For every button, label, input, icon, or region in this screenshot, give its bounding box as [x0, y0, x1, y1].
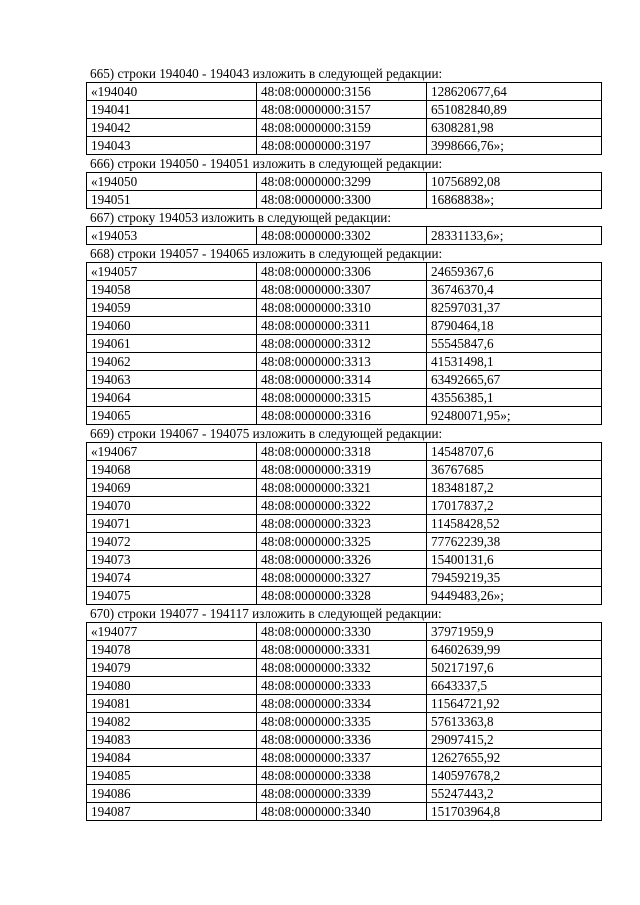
value-cell: 151703964,8 [427, 803, 602, 821]
row-number-cell: «194067 [87, 443, 257, 461]
section-heading: 669) строки 194067 - 194075 изложить в следующей редакции: [90, 426, 443, 441]
section-table [86, 262, 602, 425]
row-number-cell: «194050 [87, 173, 257, 191]
row-number-cell: 194068 [87, 461, 257, 479]
cadastral-number-cell: 48:08:0000000:3306 [257, 263, 427, 281]
cadastral-number-cell: 48:08:0000000:3313 [257, 353, 427, 371]
section-table [86, 442, 602, 605]
table-row [87, 353, 602, 371]
value-cell: 11458428,52 [427, 515, 602, 533]
row-number-cell: 194074 [87, 569, 257, 587]
table-row [87, 101, 602, 119]
table-row [87, 803, 602, 821]
section-heading: 665) строки 194040 - 194043 изложить в следующей редакции: [90, 66, 443, 81]
section-table [86, 226, 602, 245]
value-cell: 17017837,2 [427, 497, 602, 515]
row-number-cell: 194064 [87, 389, 257, 407]
row-number-cell: 194082 [87, 713, 257, 731]
value-cell: 64602639,99 [427, 641, 602, 659]
row-number-cell: «194077 [87, 623, 257, 641]
cadastral-number-cell: 48:08:0000000:3312 [257, 335, 427, 353]
section-heading: 668) строки 194057 - 194065 изложить в следующей редакции: [90, 246, 443, 261]
row-number-cell: 194087 [87, 803, 257, 821]
value-cell: 36767685 [427, 461, 602, 479]
value-cell: 6308281,98 [427, 119, 602, 137]
value-cell: 140597678,2 [427, 767, 602, 785]
section-heading: 670) строки 194077 - 194117 изложить в следующей редакции: [90, 606, 442, 621]
cadastral-number-cell: 48:08:0000000:3159 [257, 119, 427, 137]
value-cell: 55545847,6 [427, 335, 602, 353]
table-row [87, 587, 602, 605]
table-row [87, 677, 602, 695]
section-table [86, 172, 602, 209]
value-cell: 41531498,1 [427, 353, 602, 371]
cadastral-number-cell: 48:08:0000000:3321 [257, 479, 427, 497]
value-cell: 50217197,6 [427, 659, 602, 677]
row-number-cell: «194053 [87, 227, 257, 245]
row-number-cell: 194078 [87, 641, 257, 659]
table-row [87, 461, 602, 479]
cadastral-number-cell: 48:08:0000000:3299 [257, 173, 427, 191]
row-number-cell: 194072 [87, 533, 257, 551]
row-number-cell: 194085 [87, 767, 257, 785]
row-number-cell: 194079 [87, 659, 257, 677]
cadastral-number-cell: 48:08:0000000:3336 [257, 731, 427, 749]
value-cell: 14548707,6 [427, 443, 602, 461]
value-cell: 79459219,35 [427, 569, 602, 587]
section-table [86, 622, 602, 821]
cadastral-number-cell: 48:08:0000000:3334 [257, 695, 427, 713]
value-cell: 63492665,67 [427, 371, 602, 389]
value-cell: 6643337,5 [427, 677, 602, 695]
table-row [87, 551, 602, 569]
table-row [87, 641, 602, 659]
table-row [87, 299, 602, 317]
table-row [87, 569, 602, 587]
row-number-cell: 194060 [87, 317, 257, 335]
cadastral-number-cell: 48:08:0000000:3307 [257, 281, 427, 299]
cadastral-number-cell: 48:08:0000000:3337 [257, 749, 427, 767]
row-number-cell: 194069 [87, 479, 257, 497]
cadastral-number-cell: 48:08:0000000:3327 [257, 569, 427, 587]
cadastral-number-cell: 48:08:0000000:3156 [257, 83, 427, 101]
row-number-cell: 194073 [87, 551, 257, 569]
value-cell: 18348187,2 [427, 479, 602, 497]
value-cell: 57613363,8 [427, 713, 602, 731]
cadastral-number-cell: 48:08:0000000:3333 [257, 677, 427, 695]
row-number-cell: 194084 [87, 749, 257, 767]
cadastral-number-cell: 48:08:0000000:3197 [257, 137, 427, 155]
value-cell: 10756892,08 [427, 173, 602, 191]
table-row [87, 335, 602, 353]
value-cell: 37971959,9 [427, 623, 602, 641]
value-cell: 8790464,18 [427, 317, 602, 335]
value-cell: 92480071,95»; [427, 407, 602, 425]
cadastral-number-cell: 48:08:0000000:3319 [257, 461, 427, 479]
table-row [87, 173, 602, 191]
section-table [86, 82, 602, 155]
cadastral-number-cell: 48:08:0000000:3302 [257, 227, 427, 245]
table-row [87, 695, 602, 713]
table-row [87, 785, 602, 803]
table-row [87, 281, 602, 299]
row-number-cell: 194075 [87, 587, 257, 605]
row-number-cell: «194057 [87, 263, 257, 281]
document-body [86, 65, 601, 821]
table-row [87, 389, 602, 407]
table-row [87, 83, 602, 101]
table-row [87, 119, 602, 137]
value-cell: 3998666,76»; [427, 137, 602, 155]
row-number-cell: 194061 [87, 335, 257, 353]
value-cell: 24659367,6 [427, 263, 602, 281]
cadastral-number-cell: 48:08:0000000:3157 [257, 101, 427, 119]
table-row [87, 713, 602, 731]
cadastral-number-cell: 48:08:0000000:3311 [257, 317, 427, 335]
table-row [87, 191, 602, 209]
row-number-cell: «194040 [87, 83, 257, 101]
value-cell: 82597031,37 [427, 299, 602, 317]
cadastral-number-cell: 48:08:0000000:3328 [257, 587, 427, 605]
cadastral-number-cell: 48:08:0000000:3326 [257, 551, 427, 569]
table-row [87, 443, 602, 461]
row-number-cell: 194051 [87, 191, 257, 209]
section-heading: 666) строки 194050 - 194051 изложить в следующей редакции: [90, 156, 443, 171]
table-row [87, 659, 602, 677]
row-number-cell: 194041 [87, 101, 257, 119]
value-cell: 16868838»; [427, 191, 602, 209]
table-row [87, 497, 602, 515]
table-row [87, 767, 602, 785]
cadastral-number-cell: 48:08:0000000:3316 [257, 407, 427, 425]
table-row [87, 533, 602, 551]
table-row [87, 479, 602, 497]
cadastral-number-cell: 48:08:0000000:3339 [257, 785, 427, 803]
cadastral-number-cell: 48:08:0000000:3340 [257, 803, 427, 821]
section-heading: 667) строку 194053 изложить в следующей редакции: [90, 210, 391, 225]
value-cell: 77762239,38 [427, 533, 602, 551]
value-cell: 55247443,2 [427, 785, 602, 803]
value-cell: 12627655,92 [427, 749, 602, 767]
cadastral-number-cell: 48:08:0000000:3318 [257, 443, 427, 461]
row-number-cell: 194059 [87, 299, 257, 317]
value-cell: 9449483,26»; [427, 587, 602, 605]
value-cell: 43556385,1 [427, 389, 602, 407]
value-cell: 11564721,92 [427, 695, 602, 713]
value-cell: 36746370,4 [427, 281, 602, 299]
table-row [87, 263, 602, 281]
value-cell: 15400131,6 [427, 551, 602, 569]
row-number-cell: 194081 [87, 695, 257, 713]
cadastral-number-cell: 48:08:0000000:3323 [257, 515, 427, 533]
row-number-cell: 194042 [87, 119, 257, 137]
value-cell: 128620677,64 [427, 83, 602, 101]
row-number-cell: 194086 [87, 785, 257, 803]
cadastral-number-cell: 48:08:0000000:3310 [257, 299, 427, 317]
cadastral-number-cell: 48:08:0000000:3331 [257, 641, 427, 659]
cadastral-number-cell: 48:08:0000000:3330 [257, 623, 427, 641]
table-row [87, 317, 602, 335]
table-row [87, 515, 602, 533]
row-number-cell: 194083 [87, 731, 257, 749]
value-cell: 29097415,2 [427, 731, 602, 749]
row-number-cell: 194080 [87, 677, 257, 695]
table-row [87, 731, 602, 749]
row-number-cell: 194063 [87, 371, 257, 389]
cadastral-number-cell: 48:08:0000000:3332 [257, 659, 427, 677]
cadastral-number-cell: 48:08:0000000:3325 [257, 533, 427, 551]
cadastral-number-cell: 48:08:0000000:3314 [257, 371, 427, 389]
table-row [87, 749, 602, 767]
cadastral-number-cell: 48:08:0000000:3300 [257, 191, 427, 209]
value-cell: 651082840,89 [427, 101, 602, 119]
table-row [87, 371, 602, 389]
cadastral-number-cell: 48:08:0000000:3315 [257, 389, 427, 407]
row-number-cell: 194071 [87, 515, 257, 533]
cadastral-number-cell: 48:08:0000000:3322 [257, 497, 427, 515]
row-number-cell: 194062 [87, 353, 257, 371]
row-number-cell: 194065 [87, 407, 257, 425]
value-cell: 28331133,6»; [427, 227, 602, 245]
row-number-cell: 194070 [87, 497, 257, 515]
cadastral-number-cell: 48:08:0000000:3338 [257, 767, 427, 785]
row-number-cell: 194043 [87, 137, 257, 155]
table-row [87, 137, 602, 155]
row-number-cell: 194058 [87, 281, 257, 299]
table-row [87, 227, 602, 245]
table-row [87, 623, 602, 641]
table-row [87, 407, 602, 425]
cadastral-number-cell: 48:08:0000000:3335 [257, 713, 427, 731]
